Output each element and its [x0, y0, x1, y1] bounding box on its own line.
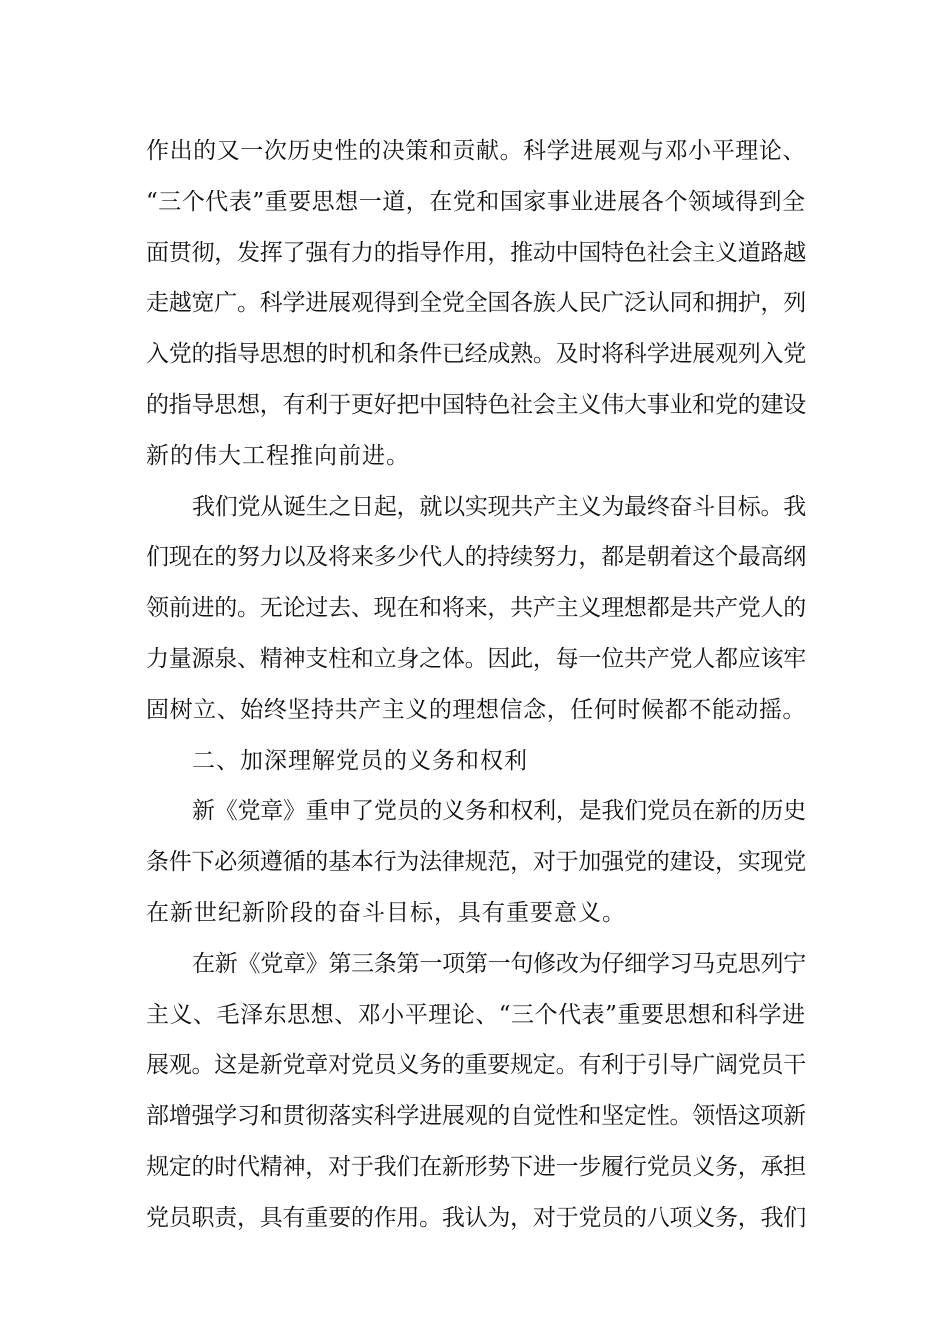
text-line: 们现在的努力以及将来多少代人的持续努力，都是朝着这个最高纲	[146, 544, 806, 571]
text-line: 固树立、始终坚持共产主义的理想信念，任何时候都不能动摇。	[146, 696, 806, 723]
text-line: 部增强学习和贯彻落实科学进展观的自觉性和坚定性。领悟这项新	[146, 1103, 806, 1130]
text-line: 作出的又一次历史性的决策和贡献。科学进展观与邓小平理论、	[146, 138, 806, 164]
text-line: 展观。这是新党章对党员义务的重要规定。有利于引导广阔党员干	[146, 1052, 806, 1079]
text-line: 在新世纪新阶段的奋斗目标，具有重要意义。	[146, 899, 626, 926]
paragraph-first-line: 新《党章》重申了党员的义务和权利，是我们党员在新的历史	[192, 798, 807, 825]
text-line: 力量源泉、精神支柱和立身之体。因此，每一位共产党人都应该牢	[146, 645, 806, 672]
section-heading: 二、加深理解党员的义务和权利	[192, 747, 528, 774]
text-line: 主义、毛泽东思想、邓小平理论、“三个代表”重要思想和科学进	[146, 1001, 806, 1028]
text-line: 规定的时代精神，对于我们在新形势下进一步履行党员义务，承担	[146, 1153, 806, 1180]
text-line: 入党的指导思想的时机和条件已经成熟。及时将科学进展观列入党	[146, 341, 806, 368]
text-line: 领前进的。无论过去、现在和将来，共产主义理想都是共产党人的	[146, 595, 806, 622]
text-line: “三个代表”重要思想一道，在党和国家事业进展各个领域得到全	[146, 188, 806, 215]
text-line: 条件下必须遵循的基本行为法律规范，对于加强党的建设，实现党	[146, 849, 806, 876]
paragraph-first-line: 我们党从诞生之日起，就以实现共产主义为最终奋斗目标。我	[192, 493, 807, 520]
body-text	[146, 126, 806, 1244]
text-line: 党员职责，具有重要的作用。我认为，对于党员的八项义务，我们	[146, 1204, 806, 1231]
text-line: 走越宽广。科学进展观得到全党全国各族人民广泛认同和拥护，列	[146, 290, 806, 317]
text-line: 新的伟大工程推向前进。	[146, 442, 410, 469]
text-line: 的指导思想，有利于更好把中国特色社会主义伟大事业和党的建设	[146, 391, 806, 418]
paragraph-first-line: 在新《党章》第三条第一项第一句修改为仔细学习马克思列宁	[192, 950, 807, 977]
text-line: 面贯彻，发挥了强有力的指导作用，推动中国特色社会主义道路越	[146, 239, 806, 266]
